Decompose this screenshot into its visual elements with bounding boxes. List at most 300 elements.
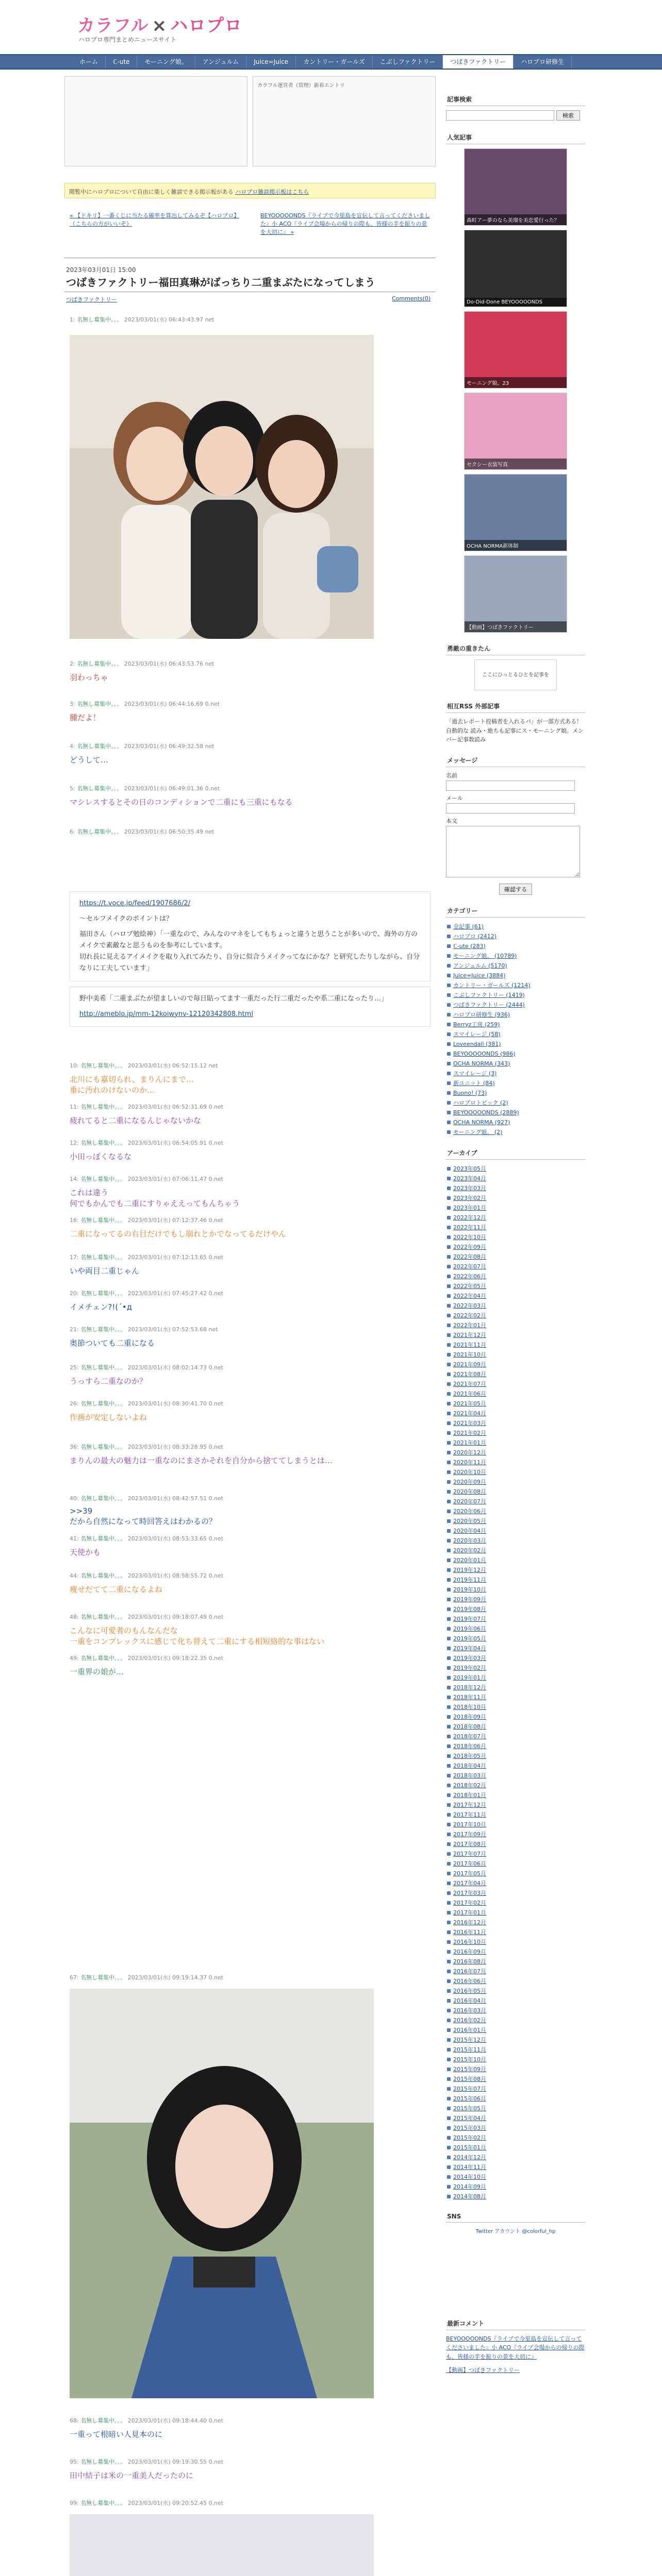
archive-link[interactable]: 2020年03月	[453, 1537, 486, 1544]
archive-item[interactable]	[446, 1291, 585, 1301]
archive-link[interactable]: 2019年02月	[453, 1664, 486, 1671]
comment-item	[70, 1399, 431, 1422]
archive-link[interactable]: 2014年12月	[453, 2154, 486, 2161]
archive-item[interactable]	[446, 2104, 585, 2113]
archive-link[interactable]: 2020年02月	[453, 1547, 486, 1554]
archive-link[interactable]: 2017年07月	[453, 1850, 486, 1857]
archive-link[interactable]: 2020年08月	[453, 1488, 486, 1495]
category-list	[446, 922, 585, 1137]
category-item[interactable]	[446, 1029, 585, 1039]
archive-item[interactable]	[446, 1565, 585, 1575]
archive-link[interactable]: 2020年04月	[453, 1527, 486, 1534]
archive-item[interactable]	[446, 1722, 585, 1732]
archive-link[interactable]: 2015年12月	[453, 2036, 486, 2043]
category-link[interactable]: モーニング娘。 (10789)	[453, 952, 517, 959]
nav-item[interactable]: ホーム	[72, 55, 106, 69]
archive-item[interactable]	[446, 1624, 585, 1634]
archive-item[interactable]	[446, 2143, 585, 2153]
comment-header	[70, 1216, 431, 1224]
archive-item[interactable]	[446, 1595, 585, 1604]
category-link[interactable]: 全記事 (61)	[453, 923, 484, 930]
archive-link[interactable]: 2015年10月	[453, 2056, 486, 2063]
category-link[interactable]: Juice=Juice (3884)	[453, 972, 506, 979]
comments-link[interactable]: Comments(0)	[392, 295, 431, 302]
archive-link[interactable]: 2018年01月	[453, 1791, 486, 1799]
archive-item[interactable]	[446, 1203, 585, 1213]
category-link[interactable]: OCHA NORMA (343)	[453, 1060, 510, 1067]
archive-link[interactable]: 2020年09月	[453, 1478, 486, 1485]
form-body-textarea[interactable]	[446, 826, 580, 877]
archive-link[interactable]: 2020年06月	[453, 1507, 486, 1515]
archive-item[interactable]	[446, 1487, 585, 1497]
archive-item[interactable]	[446, 1272, 585, 1281]
category-item[interactable]	[446, 1000, 585, 1010]
archive-link[interactable]: 2019年07月	[453, 1615, 486, 1622]
archive-item[interactable]	[446, 2025, 585, 2035]
next-article-link[interactable]: BEYOOOOONDS『ライブで今里島を宣伝して言ってくださいました』小 ACO『ライブ会場からの帰りの際も、皆様の手を振りの景を大切に』 »	[260, 212, 431, 235]
archive-item[interactable]	[446, 1878, 585, 1888]
archive-item[interactable]	[446, 1223, 585, 1232]
archive-link[interactable]: 2021年02月	[453, 1429, 486, 1436]
archive-link[interactable]: 2022年08月	[453, 1253, 486, 1260]
ad-box-left[interactable]	[64, 76, 247, 166]
archive-link[interactable]: 2021年01月	[453, 1439, 486, 1446]
archive-item[interactable]	[446, 2162, 585, 2172]
post-category-link[interactable]: つばきファクトリー	[66, 296, 117, 303]
archive-item[interactable]	[446, 1683, 585, 1692]
archive-link[interactable]: 2021年04月	[453, 1410, 486, 1417]
category-item[interactable]	[446, 1010, 585, 1020]
archive-item[interactable]	[446, 1829, 585, 1839]
archive-link[interactable]: 2019年03月	[453, 1654, 486, 1662]
ranking-item[interactable]	[464, 555, 567, 633]
archive-link[interactable]: 2015年08月	[453, 2075, 486, 2082]
archive-item[interactable]	[446, 1536, 585, 1546]
category-item[interactable]	[446, 931, 585, 941]
archive-link[interactable]: 2016年06月	[453, 1977, 486, 1985]
archive-item[interactable]	[446, 1869, 585, 1878]
archive-item[interactable]	[446, 1389, 585, 1399]
comment-date: 2023/03/01(水) 08:58:55.72 0.net	[126, 1572, 224, 1579]
archive-link[interactable]: 2021年11月	[453, 1341, 486, 1348]
archive-item[interactable]	[446, 2182, 585, 2192]
archive-link[interactable]: 2022年04月	[453, 1292, 486, 1299]
category-link[interactable]: ハロプロ (2412)	[453, 933, 497, 940]
archive-item[interactable]	[446, 1438, 585, 1448]
category-link[interactable]: スマイレージ (58)	[453, 1030, 501, 1038]
ranking-item[interactable]	[464, 230, 567, 307]
archive-link[interactable]: 2017年06月	[453, 1860, 486, 1867]
category-item[interactable]	[446, 941, 585, 951]
archive-link[interactable]: 2023年01月	[453, 1204, 486, 1211]
archive-link[interactable]: 2022年09月	[453, 1243, 486, 1250]
category-item[interactable]	[446, 1078, 585, 1088]
category-item[interactable]	[446, 1117, 585, 1127]
ad-box-right[interactable]	[253, 76, 436, 166]
archive-item[interactable]	[446, 1399, 585, 1409]
archive-link[interactable]: 2021年10月	[453, 1351, 486, 1358]
archive-link[interactable]: 2022年10月	[453, 1233, 486, 1241]
archive-link[interactable]: 2017年03月	[453, 1889, 486, 1896]
category-item[interactable]	[446, 1020, 585, 1029]
archive-link[interactable]: 2018年05月	[453, 1752, 486, 1759]
category-link[interactable]: こぶしファクトリー (1419)	[453, 991, 525, 998]
archive-item[interactable]	[446, 2172, 585, 2182]
archive-link[interactable]: 2014年09月	[453, 2183, 486, 2190]
category-link[interactable]: BEYOOOOONDS (2889)	[453, 1109, 519, 1116]
category-item[interactable]	[446, 1059, 585, 1069]
archive-item[interactable]	[446, 1967, 585, 1976]
archive-link[interactable]: 2019年12月	[453, 1566, 486, 1573]
archive-link[interactable]: 2023年05月	[453, 1165, 486, 1172]
ranking-item[interactable]	[464, 311, 567, 388]
nav-item[interactable]: ハロプロ研修生	[514, 55, 572, 69]
archive-link[interactable]: 2022年06月	[453, 1273, 486, 1280]
archive-link[interactable]: 2020年11月	[453, 1459, 486, 1466]
archive-link[interactable]: 2017年01月	[453, 1909, 486, 1916]
comment-header	[70, 1175, 431, 1183]
archive-item[interactable]	[446, 1340, 585, 1350]
comment-header	[70, 1061, 431, 1070]
archive-link[interactable]: 2023年04月	[453, 1175, 486, 1182]
ranking-item[interactable]	[464, 148, 567, 226]
category-link[interactable]: 新ユニット (84)	[453, 1079, 495, 1087]
archive-item[interactable]	[446, 1379, 585, 1389]
archive-item[interactable]	[446, 1996, 585, 2006]
nav-item[interactable]: つばきファクトリー	[443, 55, 514, 69]
archive-link[interactable]: 2018年06月	[453, 1742, 486, 1750]
archive-item[interactable]	[446, 1898, 585, 1908]
archive-item[interactable]	[446, 1888, 585, 1898]
category-item[interactable]	[446, 922, 585, 931]
archive-item[interactable]	[446, 1643, 585, 1653]
archive-link[interactable]: 2018年07月	[453, 1733, 486, 1740]
archive-link[interactable]: 2015年05月	[453, 2105, 486, 2112]
archive-link[interactable]: 2019年10月	[453, 1586, 486, 1593]
archive-link[interactable]: 2016年03月	[453, 2007, 486, 2014]
archive-link[interactable]: 2016年09月	[453, 1948, 486, 1955]
archive-link[interactable]: 2016年07月	[453, 1968, 486, 1975]
nav-item[interactable]: こぶしファクトリー	[373, 55, 443, 69]
archive-link[interactable]: 2018年10月	[453, 1703, 486, 1710]
search-input[interactable]	[446, 110, 554, 121]
archive-link[interactable]: 2018年03月	[453, 1772, 486, 1779]
archive-item[interactable]	[446, 1467, 585, 1477]
archive-link[interactable]: 2022年01月	[453, 1321, 486, 1329]
archive-link[interactable]: 2017年09月	[453, 1831, 486, 1838]
category-link[interactable]: ℂ-ute (283)	[453, 942, 486, 950]
archive-item[interactable]	[446, 1741, 585, 1751]
category-item[interactable]	[446, 971, 585, 980]
archive-link[interactable]: 2017年12月	[453, 1801, 486, 1808]
archive-link[interactable]: 2016年11月	[453, 1928, 486, 1936]
category-link[interactable]: カントリー・ガールズ (1214)	[453, 981, 531, 989]
archive-link[interactable]: 2015年07月	[453, 2085, 486, 2092]
sub-item[interactable]: ここにひっとるひとを記事を	[474, 659, 557, 690]
archive-link[interactable]: 2021年12月	[453, 1331, 486, 1338]
archive-link[interactable]: 2015年02月	[453, 2134, 486, 2141]
form-mail-input[interactable]	[446, 803, 575, 814]
archive-item[interactable]	[446, 1448, 585, 1458]
archive-link[interactable]: 2016年01月	[453, 2026, 486, 2033]
archive-link[interactable]: 2014年11月	[453, 2163, 486, 2171]
archive-link[interactable]: 2014年10月	[453, 2173, 486, 2180]
archive-item[interactable]	[446, 1927, 585, 1937]
category-item[interactable]	[446, 1069, 585, 1078]
archive-item[interactable]	[446, 1957, 585, 1967]
archive-link[interactable]: 2016年10月	[453, 1938, 486, 1945]
archive-link[interactable]: 2016年04月	[453, 1997, 486, 2004]
archive-link[interactable]: 2021年08月	[453, 1370, 486, 1378]
archive-item[interactable]	[446, 1771, 585, 1781]
archive-link[interactable]: 2017年04月	[453, 1879, 486, 1887]
archive-item[interactable]	[446, 1262, 585, 1272]
archive-link[interactable]: 2016年02月	[453, 2016, 486, 2024]
archive-item[interactable]	[446, 1516, 585, 1526]
archive-link[interactable]: 2015年01月	[453, 2144, 486, 2151]
archive-item[interactable]	[446, 2192, 585, 2201]
archive-link[interactable]: 2020年10月	[453, 1468, 486, 1476]
ranking-item[interactable]	[464, 393, 567, 470]
archive-item[interactable]	[446, 1908, 585, 1918]
archive-item[interactable]	[446, 1781, 585, 1790]
archive-item[interactable]	[446, 1497, 585, 1506]
nav-item[interactable]: アンジュルム	[195, 55, 247, 69]
archive-link[interactable]: 2017年10月	[453, 1821, 486, 1828]
nav-item[interactable]: モーニング娘。	[137, 55, 195, 69]
archive-link[interactable]: 2017年11月	[453, 1811, 486, 1818]
recent-link[interactable]: 【動画】つばきファクトリー	[446, 2366, 520, 2374]
archive-item[interactable]	[446, 1555, 585, 1565]
archive-link[interactable]: 2023年03月	[453, 1184, 486, 1192]
comment-author: 名無し募集中。。。	[80, 2417, 126, 2424]
recent-link[interactable]: BEYOOOOONDS『ライブで今里島を宣伝して言ってくださいました』小 ACO『ライブ会場からの帰りの際も、皆様の手を振りの景を大切に』	[446, 2335, 585, 2360]
category-link[interactable]: モーニング娘。 (2)	[453, 1128, 503, 1136]
archive-link[interactable]: 2020年01月	[453, 1556, 486, 1564]
notice-link[interactable]: ハロプロ雑談掲示板はこちら	[235, 189, 309, 195]
archive-link[interactable]: 2017年05月	[453, 1870, 486, 1877]
category-link[interactable]: スマイレージ (3)	[453, 1070, 497, 1077]
archive-item[interactable]	[446, 2064, 585, 2074]
archive-link[interactable]: 2015年11月	[453, 2046, 486, 2053]
archive-item[interactable]	[446, 1604, 585, 1614]
archive-link[interactable]: 2015年06月	[453, 2095, 486, 2102]
category-item[interactable]	[446, 1127, 585, 1137]
archive-link[interactable]: 2020年12月	[453, 1449, 486, 1456]
archive-item[interactable]	[446, 1301, 585, 1311]
archive-link[interactable]: 2016年12月	[453, 1919, 486, 1926]
archive-item[interactable]	[446, 1360, 585, 1369]
quote-link-2[interactable]: http://ameblo.jp/mm-12koiwynv-12120342808.html	[79, 1010, 253, 1018]
archive-item[interactable]	[446, 1585, 585, 1595]
archive-item[interactable]	[446, 1213, 585, 1223]
ranking-item[interactable]	[464, 474, 567, 551]
category-item[interactable]	[446, 990, 585, 1000]
send-button[interactable]: 確認する	[499, 884, 532, 895]
archive-item[interactable]	[446, 1350, 585, 1360]
archive-link[interactable]: 2021年07月	[453, 1380, 486, 1387]
archive-link[interactable]: 2018年02月	[453, 1782, 486, 1789]
category-item[interactable]	[446, 1108, 585, 1117]
form-name-input[interactable]	[446, 781, 575, 791]
prev-article-link[interactable]: « 【ドキリ】一番くじに当たる確率を算出してみるぞ【ハロプロ】（こちらの方がいいぞ）	[70, 212, 240, 227]
archive-item[interactable]	[446, 1732, 585, 1741]
archive-link[interactable]: 2017年02月	[453, 1899, 486, 1906]
archive-item[interactable]	[446, 1839, 585, 1849]
archive-item[interactable]	[446, 1164, 585, 1174]
archive-item[interactable]	[446, 1252, 585, 1262]
archive-item[interactable]	[446, 1526, 585, 1536]
archive-item[interactable]	[446, 1418, 585, 1428]
nav-item[interactable]: カントリー・ガールズ	[296, 55, 372, 69]
post-title: つばきファクトリー福田真琳がばっちり二重まぶたになってしまう	[66, 276, 375, 289]
archive-link[interactable]: 2018年09月	[453, 1713, 486, 1720]
archive-item[interactable]	[446, 1477, 585, 1487]
archive-item[interactable]	[446, 1232, 585, 1242]
archive-link[interactable]: 2021年06月	[453, 1390, 486, 1397]
archive-link[interactable]: 2019年09月	[453, 1596, 486, 1603]
archive-link[interactable]: 2021年09月	[453, 1361, 486, 1368]
site-logo[interactable]	[77, 11, 242, 37]
archive-item[interactable]	[446, 1183, 585, 1193]
archive-item[interactable]	[446, 1330, 585, 1340]
archive-item[interactable]	[446, 1193, 585, 1203]
archive-item[interactable]	[446, 1311, 585, 1320]
archive-item[interactable]	[446, 2015, 585, 2025]
archive-item[interactable]	[446, 1986, 585, 1996]
archive-item[interactable]	[446, 1320, 585, 1330]
archive-link[interactable]: 2016年08月	[453, 1958, 486, 1965]
archive-item[interactable]	[446, 2133, 585, 2143]
archive-link[interactable]: 2019年06月	[453, 1625, 486, 1632]
archive-link[interactable]: 2019年11月	[453, 1576, 486, 1583]
archive-item[interactable]	[446, 2035, 585, 2045]
search-button[interactable]: 検索	[556, 110, 580, 121]
archive-link[interactable]: 2022年03月	[453, 1302, 486, 1309]
nav-item[interactable]: Juice=Juice	[246, 55, 296, 69]
archive-item[interactable]	[446, 1575, 585, 1585]
archive-link[interactable]: 2015年09月	[453, 2065, 486, 2073]
archive-link[interactable]: 2023年02月	[453, 1194, 486, 1201]
archive-item[interactable]	[446, 2113, 585, 2123]
archive-item[interactable]	[446, 1849, 585, 1859]
archive-link[interactable]: 2018年08月	[453, 1723, 486, 1730]
archive-item[interactable]	[446, 1242, 585, 1252]
category-link[interactable]: OCHA NORMA (927)	[453, 1118, 510, 1126]
archive-link[interactable]: 2020年07月	[453, 1498, 486, 1505]
category-link[interactable]: つばきファクトリー (2444)	[453, 1001, 525, 1008]
archive-item[interactable]	[446, 1859, 585, 1869]
archive-link[interactable]: 2017年08月	[453, 1840, 486, 1848]
archive-item[interactable]	[446, 1790, 585, 1800]
archive-item[interactable]	[446, 2074, 585, 2084]
archive-link[interactable]: 2022年07月	[453, 1263, 486, 1270]
comment-date: 2023/03/01(水) 06:54:05.91 0.net	[126, 1140, 224, 1146]
archive-item[interactable]	[446, 2084, 585, 2094]
archive-item[interactable]	[446, 1458, 585, 1467]
archive-item[interactable]	[446, 1369, 585, 1379]
archive-link[interactable]: 2016年05月	[453, 1987, 486, 1994]
archive-link[interactable]: 2021年03月	[453, 1419, 486, 1427]
archive-link[interactable]: 2022年11月	[453, 1224, 486, 1231]
archive-item[interactable]	[446, 1937, 585, 1947]
category-item[interactable]	[446, 1039, 585, 1049]
category-link[interactable]: Loveendall (381)	[453, 1040, 501, 1047]
archive-link[interactable]: 2022年12月	[453, 1214, 486, 1221]
archive-link[interactable]: 2019年01月	[453, 1674, 486, 1681]
category-item[interactable]	[446, 961, 585, 971]
archive-link[interactable]: 2019年05月	[453, 1635, 486, 1642]
archive-link[interactable]: 2015年04月	[453, 2114, 486, 2122]
category-item[interactable]	[446, 980, 585, 990]
archive-item[interactable]	[446, 1751, 585, 1761]
archive-item[interactable]	[446, 1761, 585, 1771]
archive-item[interactable]	[446, 1947, 585, 1957]
category-item[interactable]	[446, 1049, 585, 1059]
nav-item[interactable]: ℂ-ute	[106, 55, 137, 69]
archive-item[interactable]	[446, 1976, 585, 1986]
archive-link[interactable]: 2021年05月	[453, 1400, 486, 1407]
category-item[interactable]	[446, 1088, 585, 1098]
archive-item[interactable]	[446, 1428, 585, 1438]
archive-link[interactable]: 2018年04月	[453, 1762, 486, 1769]
archive-link[interactable]: 2015年03月	[453, 2124, 486, 2131]
archive-item[interactable]	[446, 1712, 585, 1722]
archive-item[interactable]	[446, 1546, 585, 1555]
category-link[interactable]: Buono! (73)	[453, 1089, 487, 1096]
archive-item[interactable]	[446, 1663, 585, 1673]
archive-item[interactable]	[446, 1810, 585, 1820]
archive-item[interactable]	[446, 1634, 585, 1643]
sns-link[interactable]: Twitter アカウント @colorful_hp	[475, 2228, 556, 2234]
archive-link[interactable]: 2022年05月	[453, 1282, 486, 1290]
archive-item[interactable]	[446, 1692, 585, 1702]
archive-item[interactable]	[446, 2094, 585, 2104]
category-link[interactable]: Berryz工房 (259)	[453, 1021, 500, 1028]
archive-link[interactable]: 2019年08月	[453, 1605, 486, 1613]
archive-item[interactable]	[446, 1506, 585, 1516]
archive-item[interactable]	[446, 1653, 585, 1663]
archive-link[interactable]: 2018年12月	[453, 1684, 486, 1691]
archive-link[interactable]: 2018年11月	[453, 1693, 486, 1701]
category-link[interactable]: アンジュルム (5170)	[453, 962, 507, 969]
archive-item[interactable]	[446, 2006, 585, 2015]
archive-item[interactable]	[446, 2153, 585, 2162]
category-link[interactable]: ハロプロ研修生 (936)	[453, 1011, 510, 1018]
category-link[interactable]: ハロプロトピック (2)	[453, 1099, 508, 1106]
archive-item[interactable]	[446, 1614, 585, 1624]
archive-link[interactable]: 2022年02月	[453, 1312, 486, 1319]
archive-item[interactable]	[446, 1174, 585, 1183]
quote-link[interactable]: https://t.voce.jp/feed/1907686/2/	[79, 900, 191, 907]
category-item[interactable]	[446, 1098, 585, 1108]
archive-item[interactable]	[446, 1673, 585, 1683]
archive-item[interactable]	[446, 2045, 585, 2055]
archive-item[interactable]	[446, 2123, 585, 2133]
category-item[interactable]	[446, 951, 585, 961]
archive-item[interactable]	[446, 1281, 585, 1291]
archive-link[interactable]: 2014年08月	[453, 2193, 486, 2200]
archive-item[interactable]	[446, 2055, 585, 2064]
archive-item[interactable]	[446, 1800, 585, 1810]
category-link[interactable]: BEYOOOOONDS (986)	[453, 1050, 516, 1057]
archive-item[interactable]	[446, 1702, 585, 1712]
archive-link[interactable]: 2020年05月	[453, 1517, 486, 1524]
archive-item[interactable]	[446, 1409, 585, 1418]
archive-item[interactable]	[446, 1820, 585, 1829]
archive-link[interactable]: 2019年04月	[453, 1645, 486, 1652]
archive-item[interactable]	[446, 1918, 585, 1927]
